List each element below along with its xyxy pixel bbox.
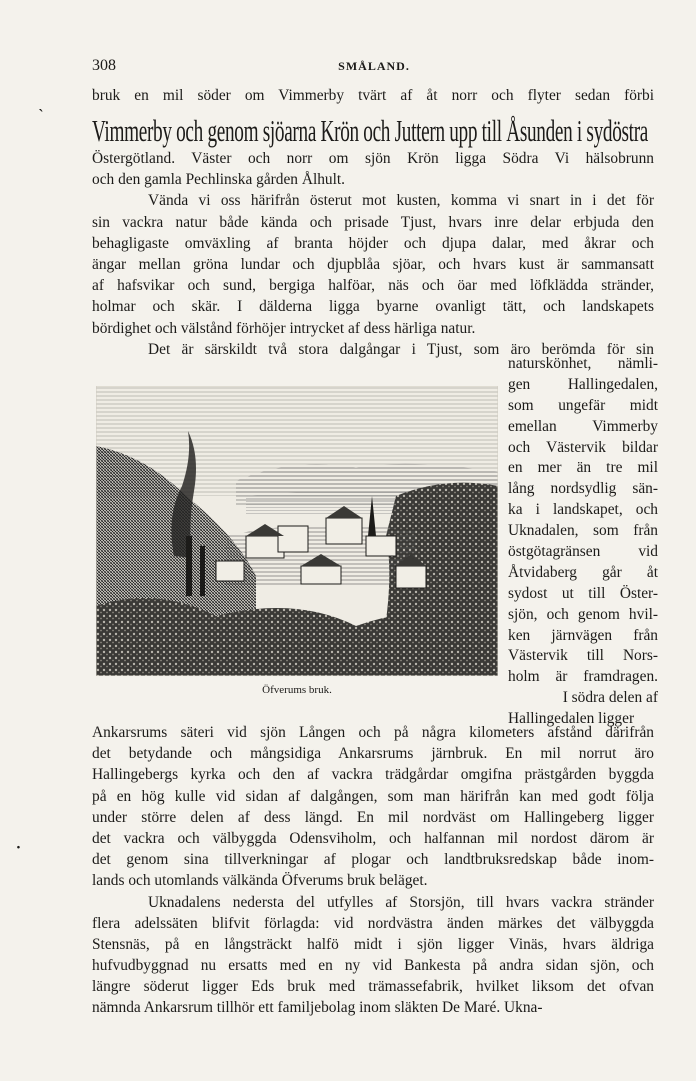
text-line: nämnda Ankarsrum tillhör ett familjebolag inom släkten De Maré. Ukna-: [92, 999, 543, 1017]
text-line: Västervik till Nors-: [508, 647, 658, 665]
text-line: som ungefär midt: [508, 396, 658, 414]
text-line: Östergötland. Väster och norr om sjön Krön ligga Södra Vi hälsobrunn: [92, 150, 654, 167]
text-line: Åtvidaberg går åt: [508, 563, 658, 581]
text-line: holm är framdragen.: [508, 668, 658, 686]
wrapped-column: [508, 354, 658, 730]
paragraph-bottom: [92, 722, 654, 1019]
text-line: längre söderut ligger Eds bruk med trämassefabrik, hvilket liksom det ofvan: [92, 978, 654, 996]
text-line: holmar och skär. I dälderna ligga byarne ovanligt tätt, och landskapets: [92, 298, 654, 316]
text-line: det vackra och välbyggda Odensviholm, och halfannan mil nordost därom är: [92, 829, 654, 847]
text-line: Uknadalens nedersta del utfylles af Storsjön, till hvars vackra stränder: [148, 893, 654, 911]
text-line: Uknadalen, som från: [508, 522, 658, 540]
text-line: naturskönhet, nämli-: [508, 355, 658, 372]
paragraph-top: [92, 85, 654, 106]
text-line: det genom sina tillverkningar af plogar och landtbruksredskap både inom-: [92, 851, 654, 869]
text-line: under större delen af dess längd. En mil nordväst om Hallingeberg ligger: [92, 808, 654, 826]
text-line: sydost ut till Öster-: [508, 584, 658, 602]
figure-caption: Öfverums bruk.: [262, 684, 332, 696]
text-line: Vända vi oss härifrån österut mot kusten, komma vi snart in i det för: [148, 192, 654, 210]
text-line: ängar mellan gröna lundar och djupblåa sjöar, och hvars kust är sammansatt: [92, 255, 654, 273]
text-line: en mer än tre mil: [508, 459, 658, 477]
text-line: bördighet och välstånd förhöjer intrycket af dess härliga natur.: [92, 319, 476, 337]
text-line: lands och utomlands välkända Öfverums bruk beläget.: [92, 872, 428, 890]
text-line: Hallingebergs kyrka och den af vackra trädgårdar omgifna prästgården byggda: [92, 766, 654, 784]
text-line: östgötagränsen vid: [508, 543, 658, 561]
text-line: emellan Vimmerby: [508, 417, 658, 435]
text-line: af hafsvikar och sund, bergiga halföar, näs och öar med löfklädda stränder,: [92, 277, 654, 295]
text-line: på en hög kulle vid sidan af dalgången, som man härifrån kan med godt följa: [92, 787, 654, 805]
text-line: och Västervik bildar: [508, 438, 658, 456]
text-line: I södra delen af: [562, 689, 658, 707]
text-line: lång nordsydlig sän-: [508, 480, 658, 498]
engraving-image: [96, 386, 498, 676]
text-line: sjön, och genom hvil-: [508, 605, 658, 623]
running-head: SMÅLAND.: [338, 59, 410, 73]
text-line: flera adelssäten blifvit förlagda: vid nordvästra änden märkes det välbyggda: [92, 914, 654, 932]
page-header: [92, 57, 656, 77]
text-line: sin vackra natur både kända och prisade Tjust, hvars inre delar erbjuda den: [92, 213, 654, 231]
margin-speck: ·: [16, 840, 21, 856]
text-line: och den gamla Pechlinska gården Ålhult.: [92, 171, 346, 189]
text-line: hufvudbyggnad nu ersatts med en ny vid Bankesta på andra sidan sjön, och: [92, 957, 654, 975]
text-line: bruk en mil söder om Vimmerby tvärt af åt norr och flyter sedan förbi: [92, 87, 654, 104]
margin-speck: `: [38, 108, 45, 124]
text-line: Det är särskildt två stora dalgångar i Tjust, som äro berömda för sin: [148, 340, 654, 358]
text-line: ken järnvägen från: [508, 626, 658, 644]
text-line: Stensnäs, på en långsträckt halfö midt i sjön ligger Vinäs, hvars äldriga: [92, 935, 654, 953]
text-line: Hallingedalen ligger: [508, 710, 635, 728]
page-number: 308: [92, 57, 116, 74]
paragraph-middle: [92, 148, 654, 360]
text-line: behagligaste omväxling af branta höjder och djupa dalar, med åkrar och: [92, 234, 654, 252]
text-line: ka i landskapet, och: [508, 501, 658, 519]
engraving-illustration: [96, 386, 498, 676]
text-line: det betydande och mångsidiga Ankarsrums järnbruk. En mil norrut äro: [92, 745, 654, 763]
display-type-text: Vimmerby och genom sjöarna Krön och Juttern upp till Åsunden i sydöstra: [92, 113, 649, 148]
text-line: Ankarsrums säteri vid sjön Lången och på några kilometers afstånd därifrån: [92, 724, 654, 741]
text-line: gen Hallingedalen,: [508, 375, 658, 393]
